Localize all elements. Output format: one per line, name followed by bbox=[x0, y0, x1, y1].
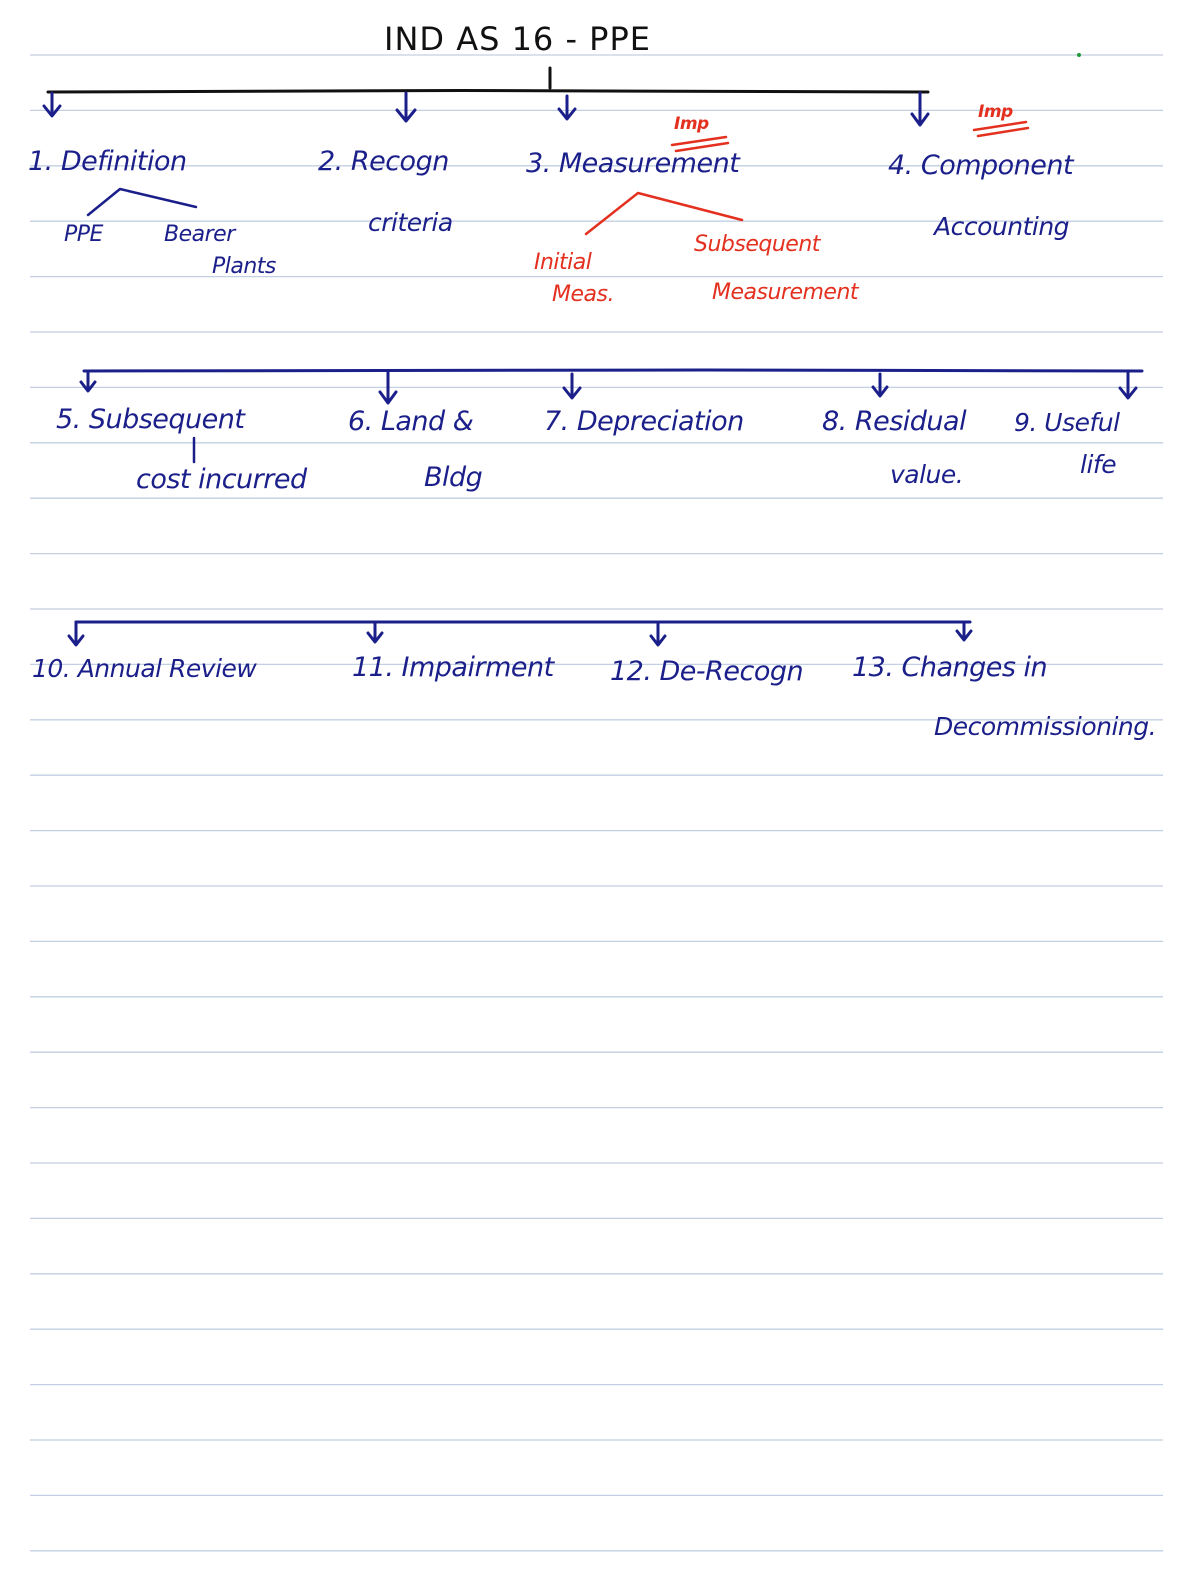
node-land-building: 6. Land & bbox=[348, 406, 474, 437]
node-depreciation: 7. Depreciation bbox=[544, 406, 744, 437]
node-useful: 9. Useful bbox=[1014, 408, 1120, 437]
node-recognition-criteria: criteria bbox=[368, 208, 453, 237]
node-subsequent-cost: 5. Subsequent bbox=[56, 404, 245, 435]
branch2-bar bbox=[84, 370, 1142, 371]
node-useful-life: life bbox=[1080, 450, 1117, 479]
green-dot-mark bbox=[1077, 53, 1081, 57]
node-definition-plants: Plants bbox=[212, 254, 276, 279]
node-annual-review: 10. Annual Review bbox=[32, 654, 257, 683]
node-measurement: 3. Measurement bbox=[526, 148, 740, 179]
arrow-7 bbox=[564, 374, 580, 398]
arrow-8 bbox=[873, 374, 887, 396]
branch1-bar bbox=[48, 91, 928, 93]
arrow-6 bbox=[380, 371, 396, 403]
arrow-12 bbox=[651, 622, 665, 645]
node-residual-value: value. bbox=[890, 460, 964, 489]
arrow-2 bbox=[397, 93, 415, 121]
branch3-bar bbox=[76, 621, 970, 622]
page-title: IND AS 16 - PPE bbox=[384, 20, 651, 58]
node-derecognition: 12. De-Recogn bbox=[610, 656, 804, 687]
node-component: 4. Component bbox=[888, 150, 1074, 181]
arrow-13 bbox=[957, 622, 971, 640]
node-recognition: 2. Recogn bbox=[318, 146, 449, 177]
node-decommissioning: Decommissioning. bbox=[934, 712, 1157, 741]
node-residual: 8. Residual bbox=[822, 406, 967, 437]
node-subsequent-measurement: Measurement bbox=[712, 280, 859, 305]
measurement-split-line bbox=[586, 193, 742, 234]
node-definition-ppe: PPE bbox=[64, 222, 103, 247]
arrow-10 bbox=[69, 622, 83, 645]
arrow-3 bbox=[559, 96, 575, 119]
imp-mark-component: Imp bbox=[978, 102, 1013, 122]
node-subsequent: Subsequent bbox=[694, 232, 820, 257]
node-initial-meas: Meas. bbox=[552, 282, 614, 307]
arrow-4 bbox=[912, 93, 928, 125]
arrow-11 bbox=[368, 622, 382, 642]
node-changes-in: 13. Changes in bbox=[852, 652, 1048, 683]
arrow-9 bbox=[1120, 371, 1136, 398]
imp-underline-4 bbox=[974, 122, 1028, 136]
node-definition-bearer: Bearer bbox=[164, 222, 235, 247]
node-definition: 1. Definition bbox=[28, 146, 187, 177]
node-component-accounting: Accounting bbox=[934, 212, 1070, 241]
node-initial: Initial bbox=[534, 250, 592, 275]
node-impairment: 11. Impairment bbox=[352, 652, 554, 683]
arrow-1 bbox=[44, 93, 60, 116]
arrow-5 bbox=[81, 371, 95, 391]
imp-mark-measurement: Imp bbox=[674, 114, 709, 134]
node-land-building-bldg: Bldg bbox=[424, 462, 483, 493]
definition-split-line bbox=[88, 189, 196, 215]
node-subsequent-cost-incurred: cost incurred bbox=[136, 464, 307, 495]
